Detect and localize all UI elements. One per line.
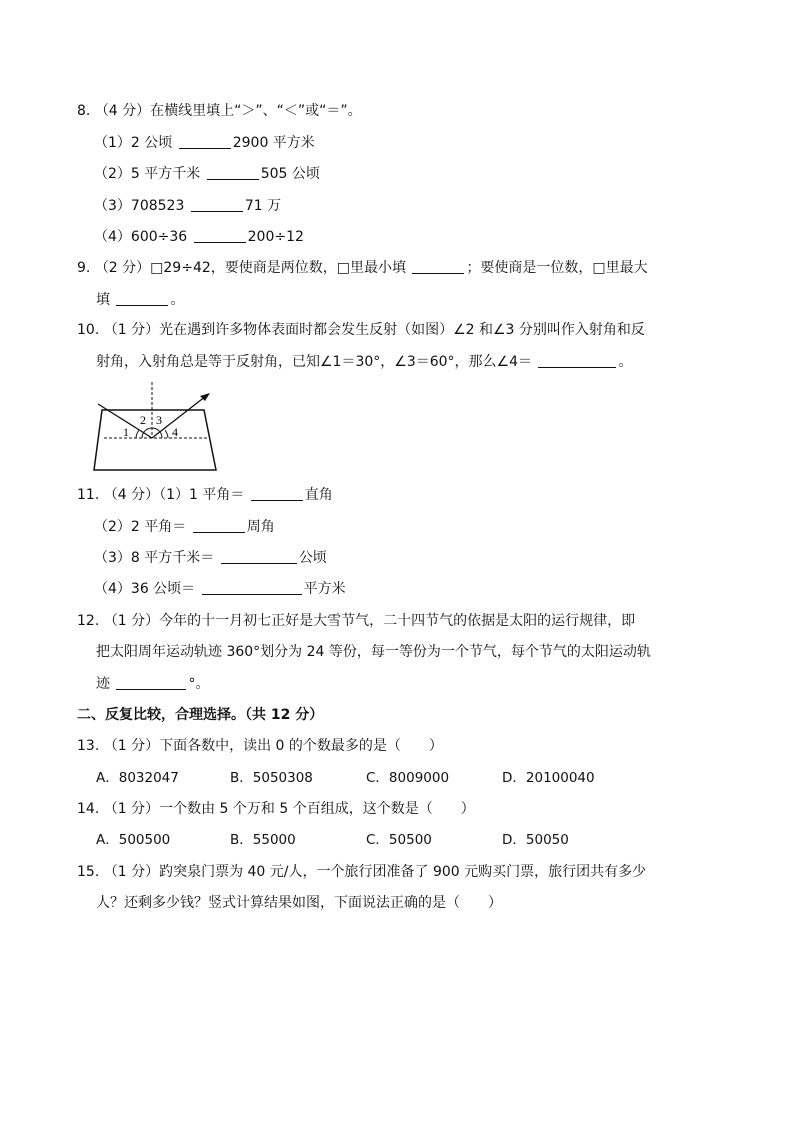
answer-blank[interactable] bbox=[194, 228, 246, 243]
question-10 bbox=[77, 321, 645, 339]
answer-blank[interactable] bbox=[207, 165, 259, 180]
option-d[interactable]: D．20100040 bbox=[502, 770, 595, 786]
question-12 bbox=[77, 612, 635, 630]
question-stem: （1 分）下面各数中，读出 0 的个数最多的是（ ） bbox=[103, 738, 443, 754]
answer-blank[interactable] bbox=[251, 486, 303, 501]
q8-item-4 bbox=[94, 228, 304, 246]
question-stem: 迹 bbox=[96, 676, 110, 692]
question-stem: 射角，入射角总是等于反射角，已知∠1＝30°，∠3＝60°，那么∠4＝ bbox=[96, 354, 533, 370]
angle-label-3: 3 bbox=[156, 413, 162, 427]
question-number: 13. bbox=[77, 738, 100, 754]
item-text: 505 公顷 bbox=[260, 166, 320, 182]
question-12-line-2 bbox=[96, 643, 651, 661]
answer-blank[interactable] bbox=[202, 580, 302, 595]
q8-item-1 bbox=[94, 134, 315, 152]
item-text: （4）36 公顷＝ bbox=[94, 581, 196, 597]
question-stem: 。 bbox=[618, 354, 633, 370]
question-9-line-2 bbox=[96, 291, 184, 309]
answer-blank[interactable] bbox=[116, 675, 186, 690]
question-number: 10. bbox=[77, 322, 100, 338]
q11-item-4 bbox=[94, 580, 346, 598]
answer-blank[interactable] bbox=[116, 291, 168, 306]
question-number: 12. bbox=[77, 613, 100, 629]
angle-label-4: 4 bbox=[172, 425, 178, 439]
question-14 bbox=[77, 800, 475, 818]
item-text: （4 分）（1）1 平角＝ bbox=[103, 487, 245, 503]
question-number: 14. bbox=[77, 801, 100, 817]
question-stem: 填 bbox=[96, 292, 110, 308]
question-stem: 。 bbox=[170, 292, 185, 308]
item-text: 2900 平方米 bbox=[232, 135, 315, 151]
section-heading: 二、反复比较，合理选择。（共 12 分） bbox=[77, 707, 324, 723]
item-text: 200÷12 bbox=[247, 229, 304, 245]
question-stem: °。 bbox=[188, 676, 210, 692]
question-stem: ；要使商是一位数，□里最大 bbox=[466, 260, 648, 276]
item-text: 公顷 bbox=[298, 550, 327, 566]
question-stem: （1 分）趵突泉门票为 40 元/人，一个旅行团准备了 900 元购买门票，旅行团共有多少 bbox=[103, 864, 647, 880]
question-number: 11. bbox=[77, 487, 100, 503]
mirror-block-shape bbox=[94, 410, 216, 470]
item-text: 71 万 bbox=[244, 198, 282, 214]
angle-arc bbox=[165, 430, 168, 438]
item-text: 周角 bbox=[246, 519, 275, 535]
question-9 bbox=[77, 259, 648, 277]
option-a[interactable]: A．8032047 bbox=[96, 770, 179, 786]
reflection-diagram bbox=[92, 380, 218, 474]
item-text: （3）8 平方千米＝ bbox=[94, 550, 215, 566]
answer-blank[interactable] bbox=[191, 197, 243, 212]
q8-item-3 bbox=[94, 197, 281, 215]
answer-blank[interactable] bbox=[193, 518, 245, 533]
question-number: 9. bbox=[77, 260, 91, 276]
question-12-line-3 bbox=[96, 675, 209, 693]
answer-blank[interactable] bbox=[538, 353, 616, 368]
question-11 bbox=[77, 486, 333, 504]
question-13 bbox=[77, 737, 443, 755]
angle-label-2: 2 bbox=[140, 413, 146, 427]
item-text: 平方米 bbox=[303, 581, 346, 597]
question-15 bbox=[77, 863, 646, 881]
option-a[interactable]: A．500500 bbox=[96, 832, 171, 848]
q11-item-3 bbox=[94, 549, 327, 567]
item-text: （2）2 平角＝ bbox=[94, 519, 187, 535]
question-stem: 把太阳周年运动轨迹 360°划分为 24 等份，每一等份为一个节气，每个节气的太阳运动轨 bbox=[96, 644, 651, 660]
item-text: （1）2 公顷 bbox=[94, 135, 173, 151]
question-number: 15. bbox=[77, 864, 100, 880]
option-b[interactable]: B．5050308 bbox=[230, 770, 313, 786]
question-stem: （1 分）一个数由 5 个万和 5 个百组成，这个数是（ ） bbox=[103, 801, 475, 817]
question-stem: （2 分）□29÷42，要使商是两位数，□里最小填 bbox=[94, 260, 406, 276]
question-stem: （1 分）今年的十一月初七正好是大雪节气，二十四节气的依据是太阳的运行规律，即 bbox=[103, 613, 636, 629]
angle-label-1: 1 bbox=[123, 425, 129, 439]
question-10-line-2 bbox=[96, 353, 632, 371]
answer-blank[interactable] bbox=[412, 259, 464, 274]
answer-blank[interactable] bbox=[179, 134, 231, 149]
question-8 bbox=[77, 102, 362, 120]
question-stem: 人？还剩多少钱？竖式计算结果如图，下面说法正确的是（ ） bbox=[96, 895, 502, 911]
option-c[interactable]: C．50500 bbox=[366, 832, 432, 848]
angle-arc bbox=[136, 430, 139, 438]
option-c[interactable]: C．8009000 bbox=[366, 770, 450, 786]
q8-item-2 bbox=[94, 165, 320, 183]
question-stem: （1 分）光在遇到许多物体表面时都会发生反射（如图）∠2 和∠3 分别叫作入射角和反 bbox=[103, 322, 645, 338]
item-text: 直角 bbox=[304, 487, 333, 503]
item-text: （3）708523 bbox=[94, 198, 185, 214]
option-b[interactable]: B．55000 bbox=[230, 832, 296, 848]
item-text: （4）600÷36 bbox=[94, 229, 188, 245]
question-stem: （4 分）在横线里填上“＞”、“＜”或“＝”。 bbox=[94, 103, 362, 119]
q11-item-2 bbox=[94, 518, 275, 536]
question-number: 8. bbox=[77, 103, 91, 119]
question-15-line-2 bbox=[96, 894, 502, 912]
answer-blank[interactable] bbox=[221, 549, 297, 564]
item-text: （2）5 平方千米 bbox=[94, 166, 201, 182]
option-d[interactable]: D．50050 bbox=[502, 832, 569, 848]
